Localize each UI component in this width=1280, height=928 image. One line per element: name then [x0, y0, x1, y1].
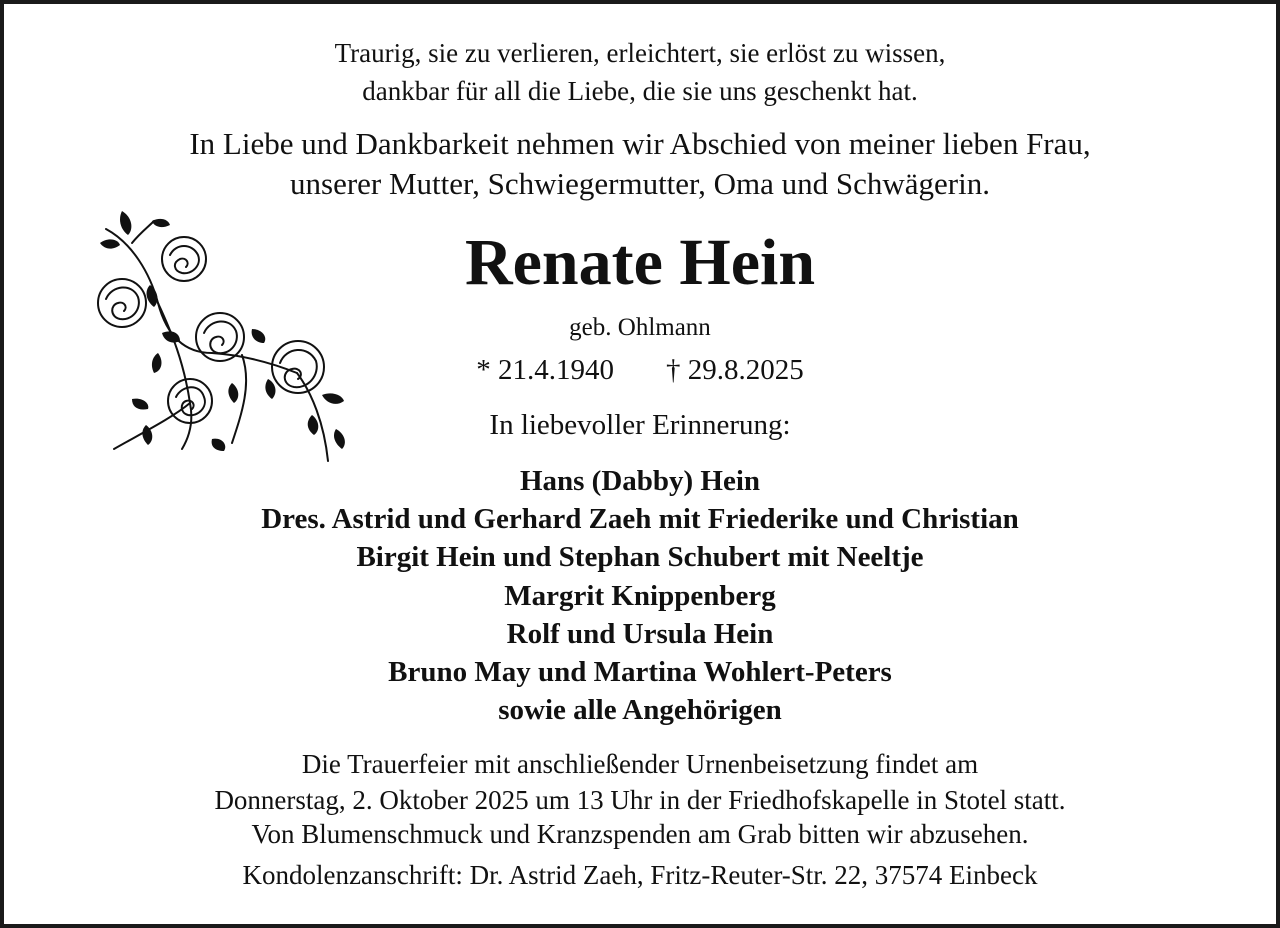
mourner-1: Hans (Dabby) Hein [519, 465, 761, 497]
mourner-7: sowie alle Angehörigen [498, 694, 782, 726]
verse-line-2: dankbar für all die Liebe, die sie uns geschenkt hat. [362, 76, 918, 106]
ceremony-line-1: Die Trauerfeier mit anschließender Urnenbeisetzung findet am [301, 749, 979, 779]
memory-line: In liebevoller Erinnerung: [489, 409, 791, 441]
birth-name: geb. Ohlmann [569, 314, 711, 341]
mourner-5: Rolf und Ursula Hein [506, 618, 774, 650]
life-dates [0, 356, 1280, 385]
ceremony-line-2: Donnerstag, 2. Oktober 2025 um 13 Uhr in der Friedhofskapelle in Stotel statt. [214, 785, 1066, 815]
mourner-2: Dres. Astrid und Gerhard Zaeh mit Friederike und Christian [261, 503, 1019, 535]
ceremony-line-3: Von Blumenschmuck und Kranzspenden am Grab bitten wir abzusehen. [251, 819, 1029, 849]
verse-line-1: Traurig, sie zu verlieren, erleichtert, sie erlöst zu wissen, [334, 38, 946, 68]
condolence-address: Kondolenzanschrift: Dr. Astrid Zaeh, Fritz-Reuter-Str. 22, 37574 Einbeck [242, 860, 1038, 890]
deceased-name: Renate Hein [464, 226, 816, 299]
mourner-4: Margrit Knippenberg [504, 580, 776, 612]
intro-line-2: unserer Mutter, Schwiegermutter, Oma und Schwägerin. [290, 166, 990, 201]
mourner-6: Bruno May und Martina Wohlert-Peters [388, 656, 892, 688]
intro-line-1: In Liebe und Dankbarkeit nehmen wir Abschied von meiner lieben Frau, [189, 126, 1091, 161]
death-date: † 29.8.2025 [666, 354, 804, 386]
mourner-3: Birgit Hein und Stephan Schubert mit Neeltje [356, 541, 924, 573]
birth-date: * 21.4.1940 [476, 354, 614, 386]
